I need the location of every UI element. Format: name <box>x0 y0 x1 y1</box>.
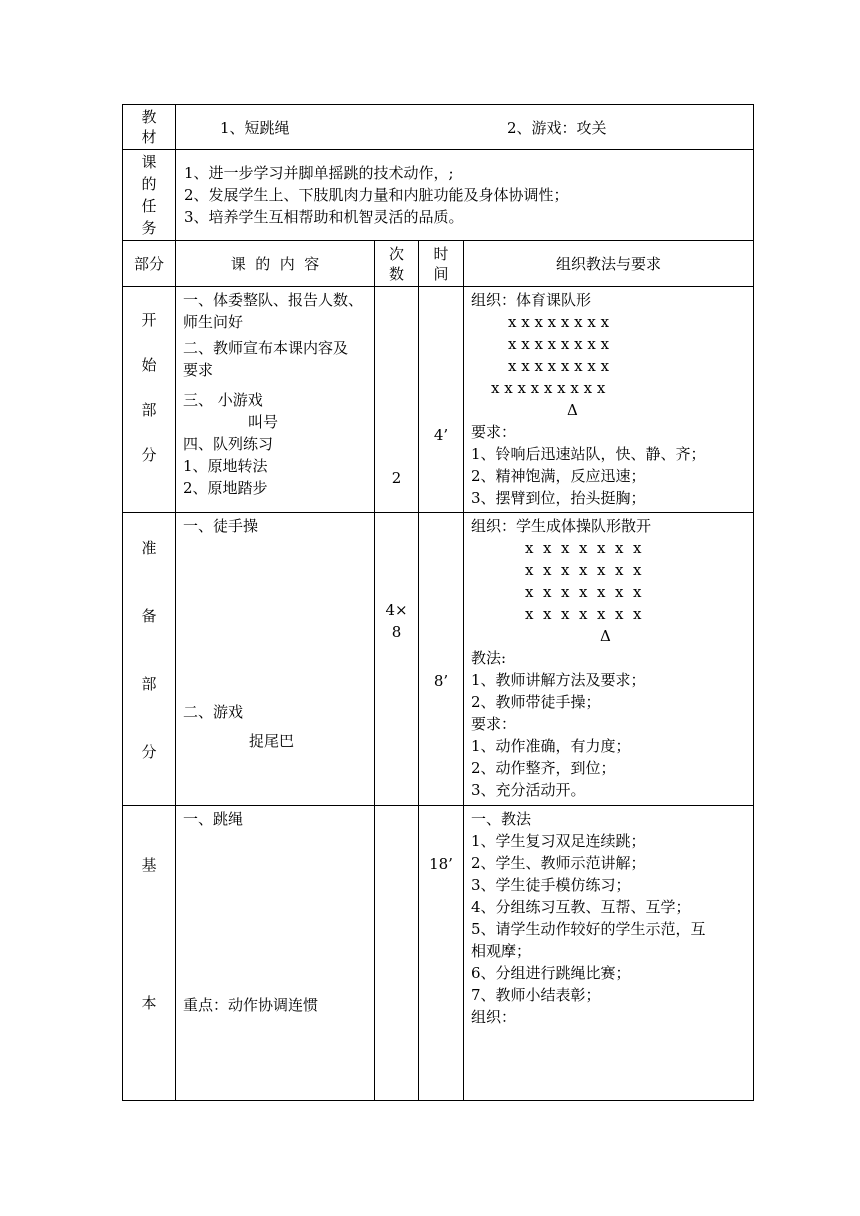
content-line: 2、原地踏步 <box>183 479 268 497</box>
header-time-char: 间 <box>433 264 449 283</box>
part-char: 基 <box>141 856 157 874</box>
method-line: 3、摆臂到位，抬头挺胸； <box>471 489 646 507</box>
task-item: 1、进一步学习并脚单摇跳的技术动作，; <box>184 164 454 182</box>
material-item-2: 2、游戏：攻关 <box>507 118 607 137</box>
method-line: 组织： <box>471 1008 517 1026</box>
section-opening-row <box>123 287 754 513</box>
material-label-cell <box>123 105 176 150</box>
task-row <box>123 150 754 241</box>
task-label-char: 的 <box>141 175 157 193</box>
method-line: 教法: <box>471 649 507 667</box>
content-line: 一、徒手操 <box>183 517 259 535</box>
content-line: 一、体委整队、报告人数、 <box>183 291 364 309</box>
method-line: 组织：学生成体操队形散开 <box>471 517 652 535</box>
formation-row: x x x x x x x <box>525 561 642 579</box>
section-basic-row <box>123 806 754 1101</box>
material-item-1: 1、短跳绳 <box>220 118 290 137</box>
basic-count-cell <box>375 806 419 1101</box>
task-item: 2、发展学生上、下肢肌肉力量和内脏功能及身体协调性； <box>184 186 569 204</box>
opening-count-cell <box>375 287 419 513</box>
part-char: 开 <box>141 311 157 329</box>
opening-time: 4’ <box>433 426 449 444</box>
material-row <box>123 105 754 150</box>
header-part: 部分 <box>123 241 176 287</box>
header-method: 组织教法与要求 <box>464 241 754 287</box>
method-line: 7、教师小结表彰； <box>471 986 601 1004</box>
content-line: 要求 <box>183 361 214 379</box>
opening-time-cell <box>419 287 464 513</box>
task-label-cell <box>123 150 176 241</box>
preparation-count: 4× <box>385 601 408 619</box>
part-char: 准 <box>141 539 157 557</box>
header-content <box>176 241 375 287</box>
header-time-char: 时 <box>433 244 449 263</box>
task-item: 3、培养学生互相帮助和机智灵活的品质。 <box>184 208 464 226</box>
part-char: 部 <box>141 401 157 419</box>
task-label-char: 务 <box>141 219 157 237</box>
basic-method-cell <box>464 806 754 1101</box>
method-line: 1、学生复习双足连续跳； <box>471 832 646 850</box>
part-char: 分 <box>141 446 157 464</box>
section-preparation-row <box>123 513 754 806</box>
content-line: 捉尾巴 <box>249 732 295 750</box>
method-line: 一、教法 <box>471 810 532 828</box>
opening-method-cell <box>464 287 754 513</box>
content-line: 师生问好 <box>183 313 244 331</box>
teacher-position-mark: Δ <box>567 401 578 419</box>
basic-content-cell <box>176 806 375 1101</box>
method-line: 5、请学生动作较好的学生示范，互 <box>471 920 706 938</box>
opening-part-cell <box>123 287 176 513</box>
preparation-count: 8 <box>391 623 402 641</box>
task-label-char: 任 <box>141 197 157 215</box>
content-line: 一、跳绳 <box>183 810 244 828</box>
method-line: 6、分组进行跳绳比赛； <box>471 964 631 982</box>
header-count-char: 数 <box>388 264 404 283</box>
part-char: 本 <box>141 994 157 1012</box>
content-line: 四、队列练习 <box>183 435 274 453</box>
method-line: 2、动作整齐，到位； <box>471 759 616 777</box>
formation-row: x x x x x x x <box>525 605 642 623</box>
part-char: 始 <box>141 356 157 374</box>
preparation-content-cell <box>176 513 375 806</box>
opening-content-cell <box>176 287 375 513</box>
material-content-cell <box>176 105 754 150</box>
task-content-cell <box>176 150 754 241</box>
method-line: 2、学生、教师示范讲解； <box>471 854 646 872</box>
material-label-char: 教 <box>141 108 157 126</box>
opening-count: 2 <box>391 469 402 487</box>
formation-row: x x x x x x x x x <box>491 379 606 397</box>
basic-time: 18’ <box>429 855 453 873</box>
content-line: 叫号 <box>248 413 279 431</box>
header-count <box>375 241 419 287</box>
material-label-char: 材 <box>141 128 157 146</box>
method-line: 2、精神饱满，反应迅速； <box>471 467 646 485</box>
preparation-count-cell <box>375 513 419 806</box>
method-line: 要求： <box>471 423 517 441</box>
method-line: 组织：体育课队形 <box>471 291 592 309</box>
header-content-label: 课 的 内 容 <box>230 255 320 273</box>
method-line: 要求： <box>471 715 517 733</box>
method-line: 相观摩； <box>471 942 532 960</box>
preparation-method-cell <box>464 513 754 806</box>
formation-row: x x x x x x x <box>525 539 642 557</box>
formation-row: x x x x x x x x <box>508 313 610 331</box>
content-line: 二、游戏 <box>183 703 244 721</box>
content-line: 1、原地转法 <box>183 457 268 475</box>
method-line: 1、动作准确，有力度； <box>471 737 631 755</box>
part-char: 分 <box>141 743 157 761</box>
basic-time-cell <box>419 806 464 1101</box>
method-line: 3、学生徒手模仿练习； <box>471 876 631 894</box>
content-line: 重点：动作协调连惯 <box>183 996 319 1014</box>
method-line: 2、教师带徒手操； <box>471 693 601 711</box>
lesson-plan-table <box>122 104 754 1101</box>
preparation-part-cell <box>123 513 176 806</box>
content-line: 三、 小游戏 <box>183 391 263 409</box>
preparation-time-cell <box>419 513 464 806</box>
content-line: 二、教师宣布本课内容及 <box>183 339 349 357</box>
part-char: 部 <box>141 675 157 693</box>
header-time <box>419 241 464 287</box>
formation-row: x x x x x x x x <box>508 357 610 375</box>
teacher-position-mark: Δ <box>600 627 611 645</box>
preparation-time: 8’ <box>433 672 449 690</box>
method-line: 3、充分活动开。 <box>471 781 586 799</box>
part-char: 备 <box>141 607 157 625</box>
header-count-char: 次 <box>388 244 404 263</box>
method-line: 1、教师讲解方法及要求； <box>471 671 646 689</box>
column-header-row <box>123 241 754 287</box>
method-line: 4、分组练习互教、互帮、互学； <box>471 898 691 916</box>
task-label-char: 课 <box>141 153 157 171</box>
formation-row: x x x x x x x <box>525 583 642 601</box>
formation-row: x x x x x x x x <box>508 335 610 353</box>
method-line: 1、铃响后迅速站队，快、静、齐； <box>471 445 706 463</box>
basic-part-cell <box>123 806 176 1101</box>
